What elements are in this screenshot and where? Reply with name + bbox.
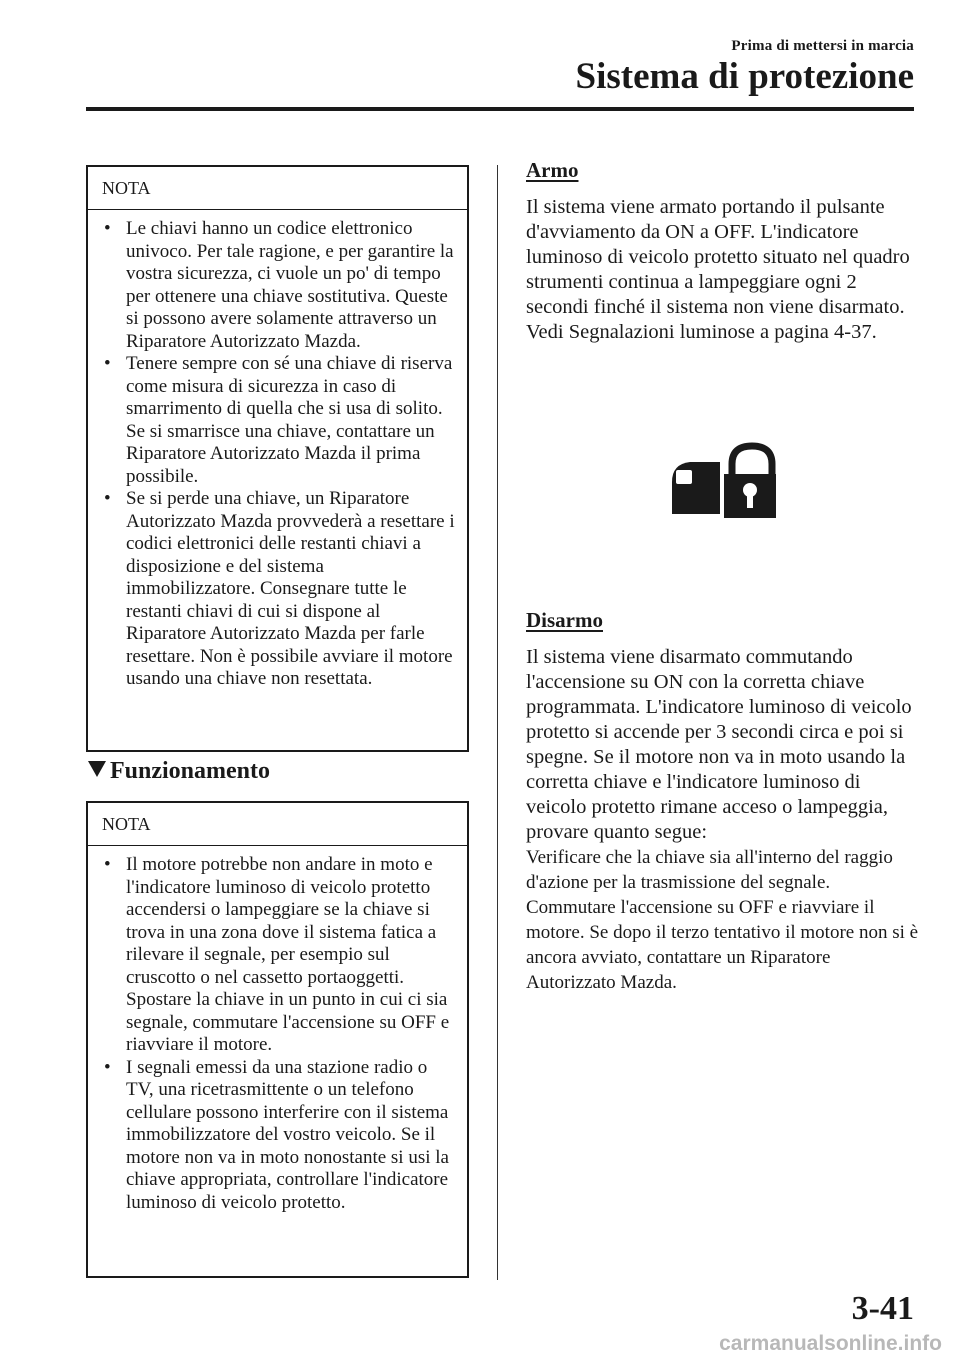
note-bullet: • Tenere sempre con sé una chiave di riserva come misura di sicurezza in caso di smarrimento di quella che si usa di solito. Se si smarrisce una chiave, contattare un Riparatore Autorizzato Mazda il prima possibile. (104, 353, 453, 487)
note-heading: NOTA (88, 803, 467, 846)
note-bullet: • Il motore potrebbe non andare in moto e l'indicatore luminoso di veicolo protetto accendersi o lampeggiare se la chiave si trova in una zona dove il sistema fatica a rilevare il segnale, per esempio sul cruscotto o nel cassetto portaoggetti. Spostare la chiave in un punto in cui ci sia segnale, commutare l'accensione su OFF e riavviare il motore. (104, 854, 450, 1055)
disarmo-heading: Disarmo (526, 608, 603, 632)
armo-section (526, 158, 921, 345)
note-heading: NOTA (88, 167, 467, 210)
note-bullet: • I segnali emessi da una stazione radio o TV, una ricetrasmittente o un telefono cellulare possono interferire con il sistema immobilizzatore del vostro veicolo. Se il motore non va in moto nonostante si usi la chiave appropriata, controllare l'indicatore luminoso di veicolo protetto. (104, 1056, 449, 1213)
note-body (88, 210, 467, 701)
watermark: carmanualsonline.info (719, 1332, 942, 1355)
note-bullet: • Le chiavi hanno un codice elettronico univoco. Per tale ragione, e per garantire la vostra sicurezza, ci vuole un po' di tempo per ottenere una chiave sostitutiva. Queste si possono avere solamente attraverso un Riparatore Autorizzato Mazda. (104, 218, 454, 352)
page-title: Sistema di protezione (575, 56, 914, 97)
note-body (88, 846, 467, 1224)
disarmo-section (526, 608, 921, 995)
page-number: 3-41 (851, 1290, 914, 1327)
column-divider (497, 165, 498, 1280)
note-box-keys (86, 165, 469, 752)
disarmo-text: Il sistema viene disarmato commutando l'accensione su ON con la corretta chiave programmata. L'indicatore luminoso di veicolo protetto si accende per 3 secondi circa e poi si spegne. Se il motore non va in moto usando la corretta chiave e l'indicatore luminoso di veicolo protetto rimane acceso o lampeggia, provare quanto segue: (526, 646, 912, 843)
armo-heading: Armo (526, 158, 579, 182)
armo-reference: Vedi Segnalazioni luminose a pagina 4-37. (526, 321, 877, 343)
section-heading: Funzionamento (88, 758, 270, 785)
security-indicator-icon (668, 442, 778, 522)
note-box-operation (86, 801, 469, 1278)
armo-text: Il sistema viene armato portando il pulsante d'avviamento da ON a OFF. L'indicatore luminoso di veicolo protetto situato nel quadro strumenti continua a lampeggiare ogni 2 secondi finché il sistema non viene disarmato. (526, 196, 910, 318)
header-section-label: Prima di mettersi in marcia (731, 38, 914, 54)
disarmo-steps: Verificare che la chiave sia all'interno del raggio d'azione per la trasmissione del segnale. Commutare l'accensione su OFF e riavviare il motore. Se dopo il terzo tentativo il motore non si è ancora avviato, contattare un Riparatore Autorizzato Mazda. (526, 847, 919, 993)
note-bullet: • Se si perde una chiave, un Riparatore Autorizzato Mazda provvederà a resettare i codici elettronici delle restanti chiavi a disposizione e del sistema immobilizzatore. Consegnare tutte le restanti chiavi di cui si dispone al Riparatore Autorizzato Mazda per farle resettare. Non è possibile avviare il motore usando una chiave non resettata. (104, 488, 455, 689)
header-rule (86, 107, 914, 111)
